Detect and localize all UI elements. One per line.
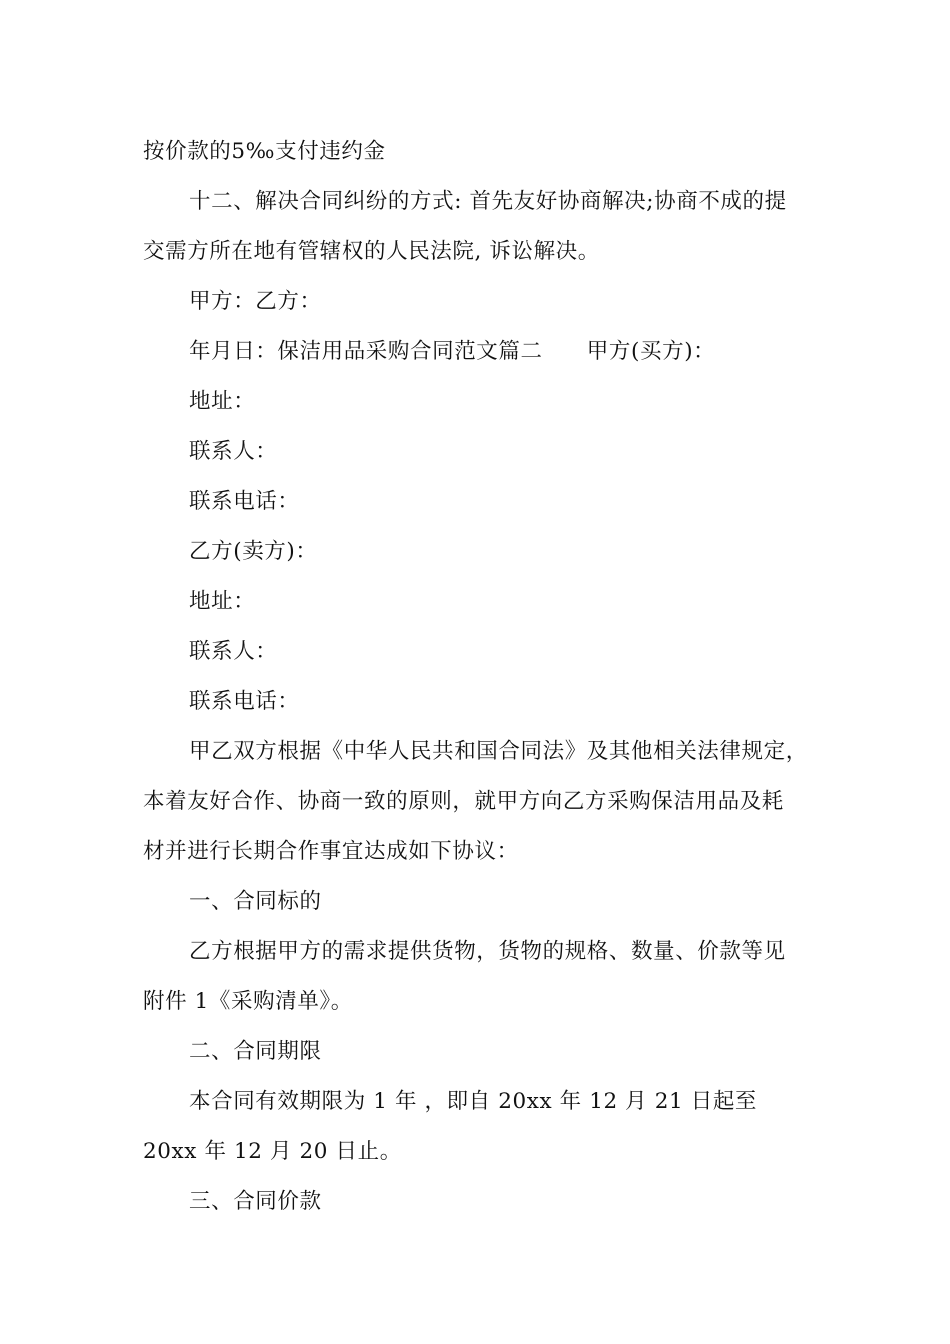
text-line-subject-body-cont: 附件 1《采购清单》。 <box>143 989 353 1014</box>
section-heading-term: 二、合同期限 <box>189 1039 322 1064</box>
text-line-dispute-clause-cont: 交需方所在地有管辖权的人民法院, 诉讼解决。 <box>143 239 600 264</box>
text-line-party-b-contact: 联系人： <box>189 639 278 664</box>
text-line-party-a-phone: 联系电话： <box>189 489 300 514</box>
text-line-party-a-contact: 联系人： <box>189 439 278 464</box>
text-line-parties-signature: 甲方：乙方： <box>189 289 322 314</box>
text-line-penalty: 按价款的5‰支付违约金 <box>143 139 386 164</box>
text-line-party-a-address: 地址： <box>189 389 256 414</box>
text-line-party-b: 乙方(卖方)： <box>189 539 318 564</box>
text-line-dispute-clause: 十二、解决合同纠纷的方式: 首先友好协商解决;协商不成的提 <box>189 189 787 214</box>
text-line-party-b-phone: 联系电话： <box>189 689 300 714</box>
text-line-preamble-cont-1: 本着友好合作、协商一致的原则，就甲方向乙方采购保洁用品及耗 <box>143 789 784 814</box>
text-line-preamble: 甲乙双方根据《中华人民共和国合同法》及其他相关法律规定， <box>189 739 808 764</box>
text-line-term-body: 本合同有效期限为 1 年 ，即自 20xx 年 12 月 21 日起至 <box>189 1089 758 1114</box>
text-line-date-section-title: 年月日：保洁用品采购合同范文篇二 甲方(买方)： <box>189 339 716 364</box>
text-line-party-b-address: 地址： <box>189 589 256 614</box>
text-line-subject-body: 乙方根据甲方的需求提供货物，货物的规格、数量、价款等见 <box>189 939 786 964</box>
text-line-term-body-cont: 20xx 年 12 月 20 日止。 <box>143 1139 402 1164</box>
section-heading-price: 三、合同价款 <box>189 1189 322 1214</box>
text-line-preamble-cont-2: 材并进行长期合作事宜达成如下协议： <box>143 839 519 864</box>
section-heading-subject: 一、合同标的 <box>189 889 322 914</box>
